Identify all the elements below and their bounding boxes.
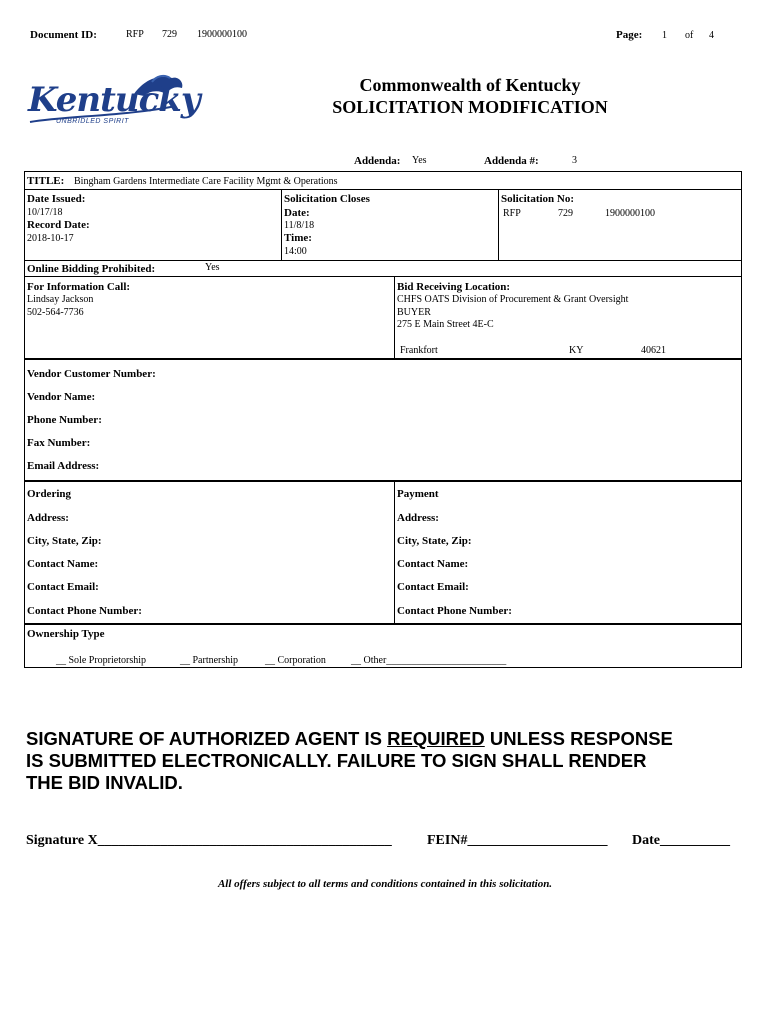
bid-zip: 40621 [641, 345, 666, 356]
info-call-label: For Information Call: [27, 281, 131, 293]
document-code: 1900000100 [197, 29, 247, 40]
bid-location-line-2: BUYER [397, 307, 431, 318]
kentucky-logo [26, 72, 200, 134]
date-field[interactable]: Date__________ [632, 833, 730, 848]
addenda-value: Yes [412, 155, 427, 166]
ordering-contact-name-label: Contact Name: [27, 558, 99, 570]
document-id-label: Document ID: [30, 29, 97, 41]
ordering-address-label: Address: [27, 512, 69, 524]
record-date-label: Record Date: [27, 219, 90, 231]
bid-city: Frankfort [400, 345, 438, 356]
signature-notice-line-3: THE BID INVALID. [26, 772, 183, 793]
info-contact-name: Lindsay Jackson [27, 294, 94, 305]
addenda-number-label: Addenda #: [484, 155, 539, 167]
ordering-title: Ordering [27, 488, 71, 500]
signature-notice [26, 728, 673, 794]
date-issued-label: Date Issued: [27, 193, 86, 205]
signature-notice-part-1: SIGNATURE OF AUTHORIZED AGENT IS [26, 728, 388, 749]
info-contact-phone: 502-564-7736 [27, 307, 84, 318]
record-date-value: 2018-10-17 [27, 233, 74, 244]
time-value: 14:00 [284, 246, 307, 257]
page-label: Page: [616, 29, 643, 41]
page-of: of [685, 30, 694, 41]
document-type: RFP [126, 29, 144, 40]
payment-contact-phone-label: Contact Phone Number: [397, 605, 512, 617]
ownership-partnership[interactable]: __ Partnership [180, 655, 239, 666]
title-line-2: SOLICITATION MODIFICATION [332, 97, 608, 117]
ownership-other[interactable]: __ Other________________________ [351, 655, 507, 666]
bid-state: KY [569, 345, 584, 356]
online-bidding-label: Online Bidding Prohibited: [27, 263, 156, 275]
payment-address-label: Address: [397, 512, 439, 524]
document-number: 729 [162, 29, 177, 40]
vendor-name-label: Vendor Name: [27, 391, 96, 403]
bid-location-line-3: 275 E Main Street 4E-C [397, 319, 494, 330]
page-total: 4 [709, 30, 714, 41]
solicitation-type: RFP [503, 208, 521, 219]
closes-date-value: 11/8/18 [284, 220, 315, 231]
page-title [290, 74, 650, 118]
footer-note: All offers subject to all terms and conditions contained in this solicitation. [217, 878, 553, 890]
title-label: TITLE: [27, 175, 65, 187]
closes-date-label: Date: [284, 207, 310, 219]
solicitation-closes-label: Solicitation Closes [284, 193, 370, 205]
signature-notice-required: REQUIRED [387, 728, 485, 749]
fein-field[interactable]: FEIN#____________________ [427, 833, 608, 848]
logo-wordmark: Kentucky [28, 80, 200, 120]
addenda-label: Addenda: [354, 155, 401, 167]
payment-title: Payment [397, 488, 439, 500]
bid-location-line-1: CHFS OATS Division of Procurement & Grant Oversight [397, 294, 629, 305]
ordering-city-label: City, State, Zip: [27, 535, 102, 547]
ordering-contact-phone-label: Contact Phone Number: [27, 605, 142, 617]
signature-field[interactable]: Signature X__________________________________________ [26, 833, 392, 848]
title-value: Bingham Gardens Intermediate Care Facility Mgmt & Operations [74, 176, 338, 187]
addenda-number-value: 3 [572, 155, 577, 166]
signature-notice-line-2: IS SUBMITTED ELECTRONICALLY. FAILURE TO SIGN SHALL RENDER [26, 750, 647, 771]
vendor-customer-number-label: Vendor Customer Number: [27, 368, 156, 380]
solicitation-number: 729 [558, 208, 573, 219]
signature-notice-part-2: UNLESS RESPONSE [484, 728, 673, 749]
payment-city-label: City, State, Zip: [397, 535, 472, 547]
vendor-phone-label: Phone Number: [27, 414, 102, 426]
ownership-corporation[interactable]: __ Corporation [265, 655, 326, 666]
title-line-1: Commonwealth of Kentucky [359, 75, 581, 95]
page-number: 1 [662, 30, 667, 41]
vendor-email-label: Email Address: [27, 460, 100, 472]
ordering-contact-email-label: Contact Email: [27, 581, 99, 593]
date-issued-value: 10/17/18 [27, 207, 63, 218]
ownership-sole-proprietorship[interactable]: __ Sole Proprietorship [56, 655, 146, 666]
logo-tagline: UNBRIDLED SPIRIT [56, 118, 129, 125]
vendor-fax-label: Fax Number: [27, 437, 91, 449]
bid-location-label: Bid Receiving Location: [397, 281, 511, 293]
time-label: Time: [284, 232, 312, 244]
online-bidding-value: Yes [205, 262, 220, 273]
solicitation-code: 1900000100 [605, 208, 655, 219]
ordering-payment-box [24, 481, 742, 624]
solicitation-no-label: Solicitation No: [501, 193, 575, 205]
payment-contact-name-label: Contact Name: [397, 558, 469, 570]
ownership-title: Ownership Type [27, 628, 105, 640]
payment-contact-email-label: Contact Email: [397, 581, 469, 593]
